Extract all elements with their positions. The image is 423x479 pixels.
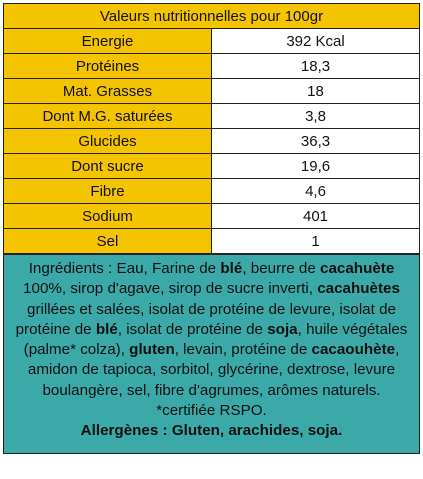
allergens-line [8,421,415,441]
nutrient-row [4,104,419,129]
nutrition-table [4,4,419,254]
rspo-note: *certifiée RSPO. [156,402,267,420]
nutrient-row [4,79,419,104]
nutrient-value: 1 [212,229,420,254]
nutrient-value: 3,8 [212,104,420,129]
nutrient-label: Sel [4,229,212,254]
nutrient-value: 4,6 [212,179,420,204]
nutrient-label: Protéines [4,54,212,79]
ingredients-text [8,259,415,401]
nutrient-value: 392 Kcal [212,29,420,54]
allergens-text: Allergènes : Gluten, arachides, soja. [80,422,343,440]
ingredient-text-bold: cacahuètes [317,280,400,298]
nutrient-value: 18 [212,79,420,104]
nutrient-label: Glucides [4,129,212,154]
nutrient-label: Energie [4,29,212,54]
ingredient-text-bold: blé [220,260,243,277]
nutrient-label: Sodium [4,204,212,229]
nutrient-label: Dont M.G. saturées [4,104,212,129]
nutrient-value: 36,3 [212,129,420,154]
nutrient-row [4,129,419,154]
nutrient-value: 19,6 [212,154,420,179]
nutrient-row [4,54,419,79]
ingredient-text-bold: cacahuète [320,260,395,277]
ingredient-text: Ingrédients : Eau, Farine de [28,260,221,277]
ingredient-text: grillées et salées, isolat de protéine de levure, isolat de protéine de [15,300,396,338]
ingredient-text-bold: blé [95,320,118,338]
nutrient-value: 18,3 [212,54,420,79]
nutrient-label: Mat. Grasses [4,79,212,104]
ingredient-text-bold: soja [267,320,298,338]
ingredient-text: 100%, sirop d'agave, sirop de sucre inverti, [23,280,318,298]
nutrient-row [4,229,419,254]
ingredient-text: , isolat de protéine de [117,320,268,338]
nutrient-label: Fibre [4,179,212,204]
nutrient-row [4,29,419,54]
ingredient-text-bold: gluten [129,341,175,359]
nutrient-row [4,204,419,229]
nutrient-value: 401 [212,204,420,229]
nutrient-row [4,179,419,204]
ingredients-section [4,254,419,453]
ingredient-text: , amidon de tapioca, sorbitol, glycérine, dextrose, levure boulangère, sel, fibre d'agrumes, arômes naturels. [27,341,400,399]
ingredient-text-bold: cacaouhète [311,341,396,359]
nutrition-table-title: Valeurs nutritionnelles pour 100gr [4,4,419,29]
nutrient-row [4,154,419,179]
nutrition-header-row [4,4,419,29]
nutrient-label: Dont sucre [4,154,212,179]
ingredient-text: , huile végétales (palme* colza), [23,320,408,359]
ingredient-text: , levain, protéine de [174,341,312,359]
ingredient-text: , beurre de [242,260,320,277]
nutrition-label-card [3,3,420,454]
